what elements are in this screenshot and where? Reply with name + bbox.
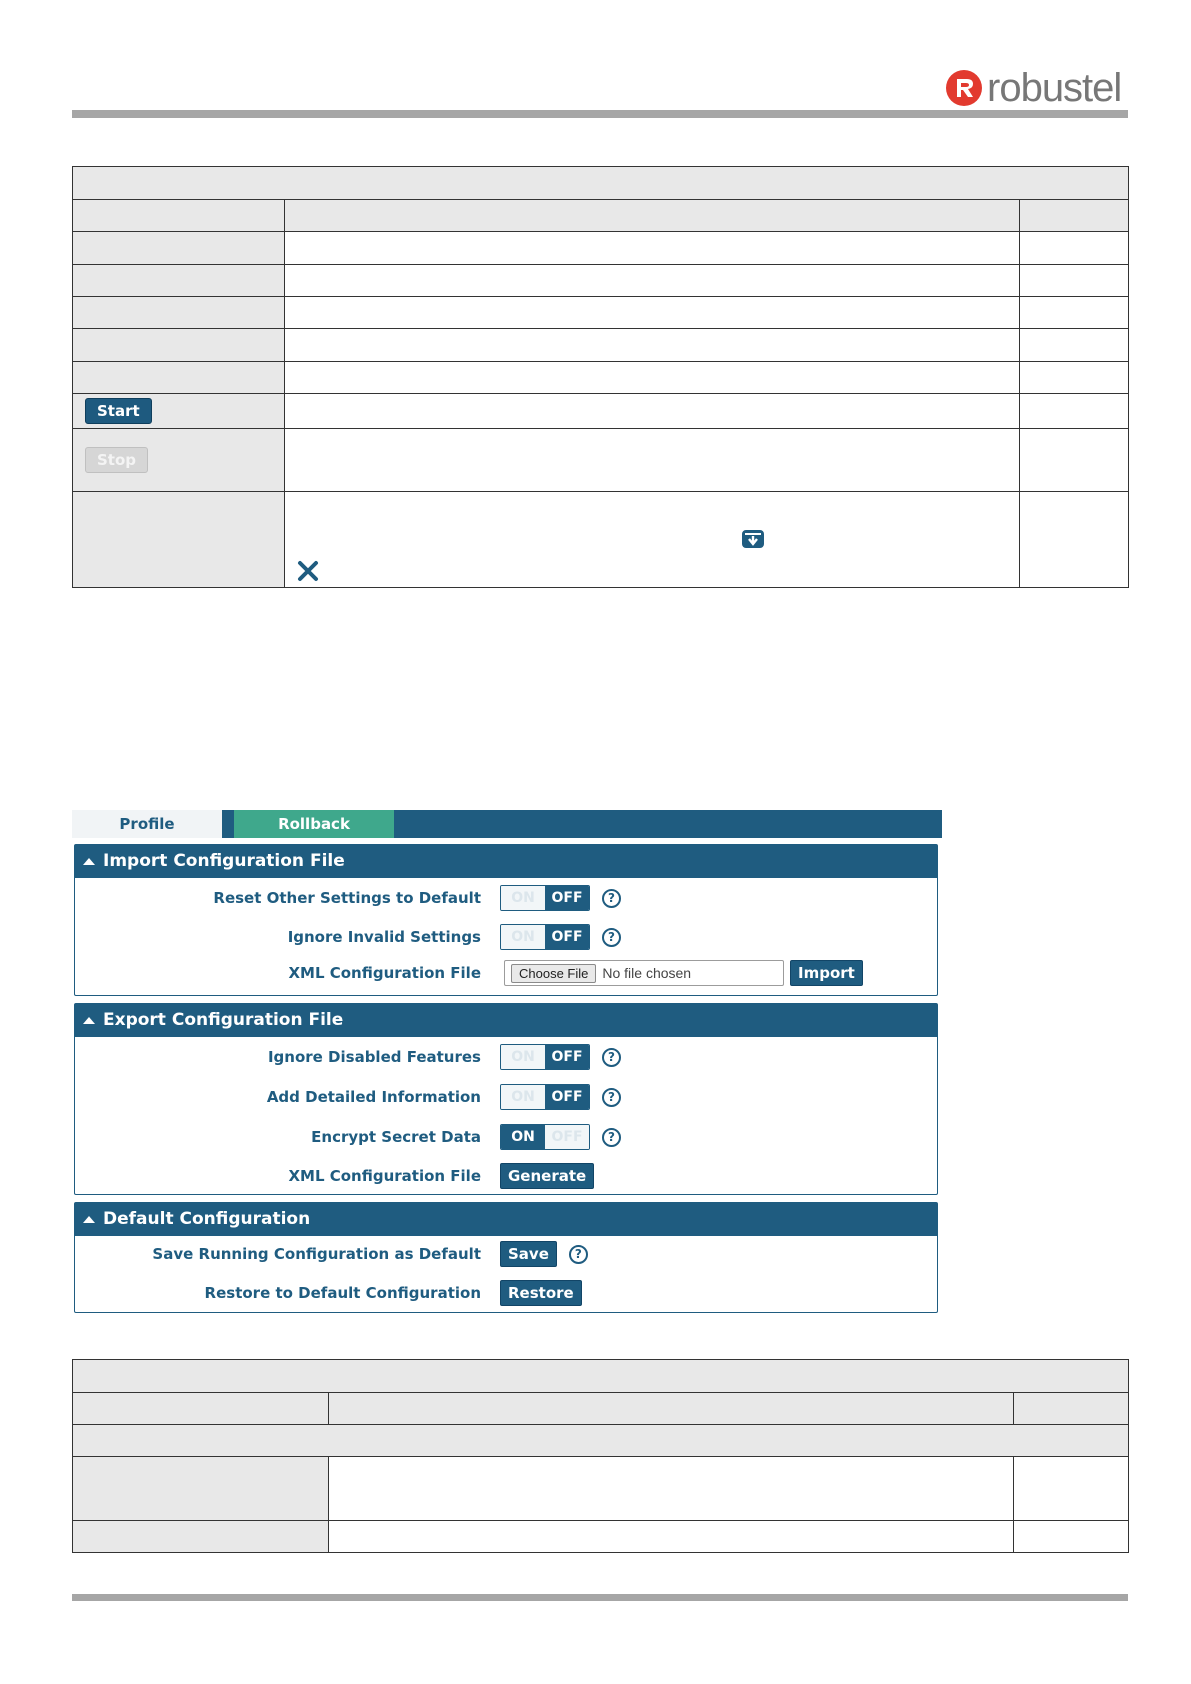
- export-section: [74, 1003, 938, 1195]
- export-section-header[interactable]: [75, 1004, 937, 1037]
- export-section-title: Export Configuration File: [103, 1010, 344, 1030]
- footer-rule: [72, 1594, 1128, 1601]
- collapse-caret-icon: [83, 858, 95, 865]
- table-row: [73, 1457, 1129, 1521]
- table-header-row: [73, 200, 1129, 232]
- table-group-row: [73, 1425, 1129, 1457]
- robustel-logo: [945, 66, 1121, 110]
- table-row: [73, 297, 1129, 329]
- stop-button[interactable]: Stop: [85, 447, 148, 473]
- encrypt-secret-data-row: [75, 1122, 937, 1152]
- help-icon[interactable]: ?: [602, 1048, 621, 1067]
- toggle-off: OFF: [545, 1085, 589, 1109]
- collapse-caret-icon: [83, 1017, 95, 1024]
- tab-bar: [72, 810, 942, 838]
- help-icon[interactable]: ?: [602, 889, 621, 908]
- default-section: [74, 1202, 938, 1313]
- ignore-invalid-settings-label: Ignore Invalid Settings: [287, 928, 481, 946]
- table-row: [73, 362, 1129, 394]
- reset-other-settings-toggle[interactable]: [500, 885, 590, 911]
- ignore-disabled-features-toggle[interactable]: [500, 1044, 590, 1070]
- reset-other-settings-label: Reset Other Settings to Default: [213, 889, 481, 907]
- parameter-table-1: [72, 166, 1129, 588]
- save-running-config-label: Save Running Configuration as Default: [152, 1245, 481, 1263]
- no-file-chosen-text: No file chosen: [602, 965, 692, 981]
- brand-name: robustel: [987, 66, 1122, 110]
- help-icon[interactable]: ?: [602, 1128, 621, 1147]
- ignore-invalid-settings-toggle[interactable]: [500, 924, 590, 950]
- help-icon[interactable]: ?: [602, 928, 621, 947]
- table-row: [73, 329, 1129, 362]
- export-xml-file-label: XML Configuration File: [288, 1167, 481, 1185]
- ignore-disabled-features-row: [75, 1042, 937, 1072]
- table-row: [73, 232, 1129, 265]
- table-header-row: [73, 1393, 1129, 1425]
- toggle-on: ON: [501, 886, 545, 910]
- save-button[interactable]: Save: [500, 1241, 557, 1267]
- parameter-table-2: [72, 1359, 1129, 1553]
- table-row: [73, 394, 1129, 429]
- import-section: [74, 844, 938, 996]
- table-title-row: [73, 167, 1129, 200]
- save-running-config-row: [75, 1239, 937, 1269]
- toggle-on: ON: [501, 1045, 545, 1069]
- download-icon[interactable]: [741, 528, 765, 550]
- collapse-caret-icon: [83, 1216, 95, 1223]
- toggle-off: OFF: [545, 1045, 589, 1069]
- import-xml-file-label: XML Configuration File: [288, 964, 481, 982]
- import-xml-file-row: [75, 958, 937, 988]
- add-detailed-information-toggle[interactable]: [500, 1084, 590, 1110]
- table-row: [73, 265, 1129, 297]
- toggle-on: ON: [501, 1085, 545, 1109]
- import-section-title: Import Configuration File: [103, 851, 345, 871]
- import-section-header[interactable]: [75, 845, 937, 878]
- ignore-invalid-settings-row: [75, 922, 937, 952]
- help-icon[interactable]: ?: [569, 1245, 588, 1264]
- tab-rollback[interactable]: Rollback: [234, 810, 394, 838]
- restore-button[interactable]: Restore: [500, 1280, 582, 1306]
- table-title-row: [73, 1360, 1129, 1393]
- generate-button[interactable]: Generate: [500, 1163, 594, 1189]
- restore-default-config-label: Restore to Default Configuration: [204, 1284, 481, 1302]
- restore-default-config-row: [75, 1278, 937, 1308]
- toggle-off: OFF: [545, 925, 589, 949]
- toggle-off: OFF: [545, 1125, 589, 1149]
- export-xml-file-row: [75, 1161, 937, 1191]
- choose-file-button[interactable]: Choose File: [511, 964, 596, 983]
- robustel-logo-icon: [945, 69, 983, 107]
- default-section-title: Default Configuration: [103, 1209, 311, 1229]
- xml-file-input[interactable]: [504, 960, 784, 986]
- table-row: [73, 492, 1129, 588]
- reset-other-settings-row: [75, 883, 937, 913]
- add-detailed-information-row: [75, 1082, 937, 1112]
- toggle-on: ON: [501, 925, 545, 949]
- encrypt-secret-data-toggle[interactable]: [500, 1124, 590, 1150]
- header-rule: [72, 110, 1128, 118]
- start-button[interactable]: Start: [85, 398, 152, 424]
- tab-profile[interactable]: Profile: [72, 810, 222, 838]
- toggle-off: OFF: [545, 886, 589, 910]
- delete-icon[interactable]: [297, 560, 319, 582]
- add-detailed-information-label: Add Detailed Information: [266, 1088, 481, 1106]
- ignore-disabled-features-label: Ignore Disabled Features: [267, 1048, 481, 1066]
- import-button[interactable]: Import: [790, 960, 863, 986]
- table-row: [73, 1521, 1129, 1553]
- toggle-on: ON: [501, 1125, 545, 1149]
- encrypt-secret-data-label: Encrypt Secret Data: [311, 1128, 481, 1146]
- configuration-panel: [72, 810, 942, 1315]
- table-row: [73, 429, 1129, 492]
- default-section-header[interactable]: [75, 1203, 937, 1236]
- help-icon[interactable]: ?: [602, 1088, 621, 1107]
